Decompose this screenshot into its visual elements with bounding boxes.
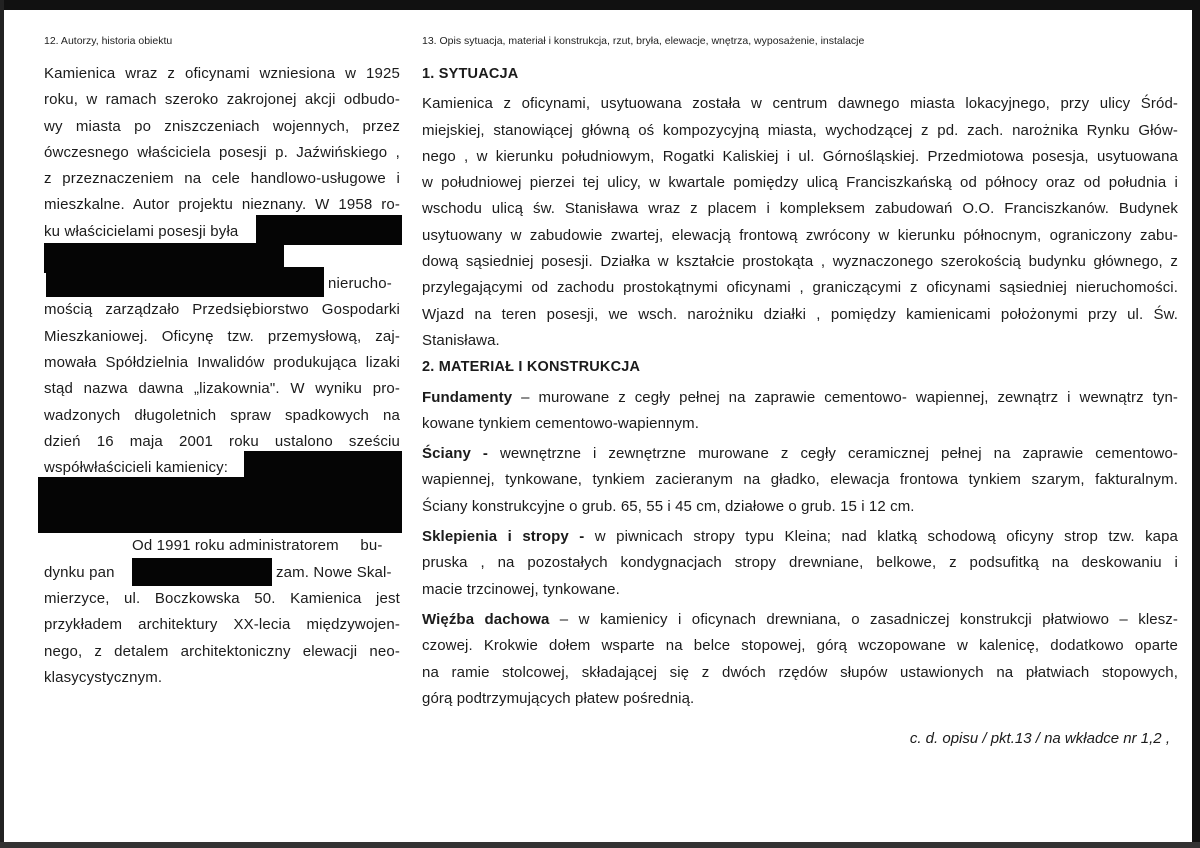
situation-line: w południowej pierzei tej ulicy, w kwartale pomiędzy ulicą Franciszkańską od północy oraz od południa i [422,174,1178,192]
roof-truss-line [422,607,1178,633]
situation-line: przylegającymi od zachodu prostokątnymi oficynami , graniczącymi z oficynami sąsiedniej nieruchomości. [422,279,1178,297]
history-line: przykładem architektury XX-lecia międzywojen- [44,616,400,634]
history-line-redacted [44,219,400,245]
walls-line: wapiennej, tynkowane, tynkiem zacieranym na gładko, elewacja frontowa tynkiem szarym, fakturalnym. [422,471,1178,489]
history-line: nego, z detalem architektoniczny elewacji neo- [44,642,400,660]
ceilings-line: macie trzcinowej, tynkowane. [422,580,620,598]
roof-truss-text: – w kamienicy i oficynach drewniana, o zasadniczej konstrukcji płatwiowo – klesz- [549,610,1178,628]
history-line: nierucho- [328,275,392,293]
redaction-block [46,267,324,297]
section-title-situation: 1. SYTUACJA [422,66,519,82]
scan-edge-bottom [0,842,1200,848]
foundations-line: kowane tynkiem cementowo-wapiennym. [422,414,699,432]
history-line: Od 1991 roku administratorem bu- [132,537,383,555]
description-text [422,61,1178,712]
redaction-block [256,215,402,245]
walls-label: Ściany - [422,445,489,463]
situation-line: usytuowany w zabudowie zwartej, elewacją frontową zwrócony w kierunku północnym, ograniczony zabu- [422,226,1178,244]
history-line: roku, w ramach szeroko zakrojonej akcji odbudo- [44,91,400,109]
history-line: dynku pan [44,563,115,581]
ceilings-text: w piwnicach stropy typu Kleina; nad klatką schodową oficyny strop tzw. kapa [584,528,1178,546]
situation-line: Stanisława. [422,331,500,349]
scan-edge-right [1192,0,1200,848]
ceilings-line: pruska , na pozostałych kondygnacjach stropy drewniane, belkowe, z podsufitką na deskowaniu i [422,554,1178,572]
history-line: Kamienica wraz z oficynami wzniesiona w 1925 [44,65,400,82]
foundations-label: Fundamenty [422,388,513,406]
history-line: stąd nazwa dawna „lizakownia". W wyniku pro- [44,380,400,398]
history-line: Mieszkaniowej. Oficynę tzw. przemysłową, zaj- [44,327,400,345]
history-column [44,30,400,691]
situation-line: dową sąsiedniej posesji. Działka w kształcie prostokąta , wyznaczonego szerokością budynku głównego, z [422,253,1178,271]
roof-truss-label: Więźba dachowa [422,610,550,628]
foundations-text: – murowane z cegły pełnej na zaprawie cementowo- wapiennej, zewnątrz i wewnątrz tyn- [512,388,1178,406]
ceilings-label: Sklepienia i stropy - [422,528,585,546]
description-heading: 13. Opis sytuacja, materiał i konstrukcja, rzut, bryła, elewacje, wnętrza, wyposażenie, instalacje [422,35,865,47]
history-text [44,61,400,691]
section-title-material: 2. MATERIAŁ I KONSTRUKCJA [422,359,641,376]
roof-truss-line: czowej. Krokwie dołem wsparte na belce stopowej, górą wczopowane w kalenicę, dodatkowo oparte [422,637,1178,655]
history-line-redacted [44,271,400,297]
history-line: klasycystycznym. [44,668,163,686]
history-line: mierzyce, ul. Boczkowska 50. Kamienica jest [44,590,400,608]
history-line: współwłaścicieli kamienicy: [44,459,229,477]
history-line: zam. Nowe Skal- [276,563,392,581]
situation-line: Kamienica z oficynami, usytuowana została w centrum dawnego miasta lokacyjnego, przy ulicy Śród- [422,95,1178,113]
ceilings-line [422,524,1178,550]
history-line-redacted [44,533,400,559]
history-heading: 12. Autorzy, historia obiektu [44,35,173,47]
description-column [422,30,1178,712]
walls-line [422,441,1178,467]
situation-line: miejskiej, stanowiącej główną oś kompozycyjną miasta, wychodzącej z pd. zach. narożnika Rynku Głów- [422,121,1178,139]
situation-line: Wjazd na teren posesji, we wsch. narożniku działki , pomiędzy kamienicami położonymi przy ul. Św. [422,305,1178,323]
history-line: mością zarządzało Przedsiębiorstwo Gospodarki [44,301,400,319]
situation-line: wschodu ulicą św. Stanisława wraz z placem i kompleksem zabudowań O.O. Franciszkanów. Budynek [422,200,1178,218]
walls-line: Ściany konstrukcyjne o grub. 65, 55 i 45 cm, działowe o grub. 15 i 12 cm. [422,497,915,515]
foundations-line [422,385,1178,411]
history-line: ku właścicielami posesji była [44,222,239,240]
scan-edge-top [0,0,1200,10]
redaction-block [132,558,272,586]
history-line: mowała Spółdzielnia Inwalidów produkująca lizaki [44,353,400,371]
situation-line: nego , w kierunku południowym, Rogatki Kaliskiej i ul. Górnośląskiej. Przedmiotowa posesja, usytuowana [422,147,1178,165]
roof-truss-line: górą podtrzymujących płatew pośrednią. [422,689,695,707]
history-line: z przeznaczeniem na cele handlowo-usługowe i [44,170,400,188]
history-line: dzień 16 maja 2001 roku ustalono sześciu [44,432,400,450]
scan-edge-left [0,0,4,848]
redaction-block [38,507,130,533]
walls-text: wewnętrzne i zewnętrzne murowane z cegły ceramicznej pełnej na zaprawie cementowo- [488,445,1178,463]
history-line: mieszkalne. Autor projektu nieznany. W 1958 ro- [44,196,400,214]
history-line-redacted [44,560,400,586]
roof-truss-line: na ramie stolcowej, składającej się z dwóch rzędów słupów ustawionych na płatwiach stopowych, [422,663,1178,681]
continuation-note: c. d. opisu / pkt.13 / na wkładce nr 1,2 , [909,730,1170,747]
history-line: wadzonych długoletnich spraw spadkowych na [44,406,400,424]
history-line: ówczesnego właściciela posesji p. Jaźwińskiego , [44,143,400,161]
history-line: wy miasta po zniszczeniach wojennych, przez [44,117,400,135]
